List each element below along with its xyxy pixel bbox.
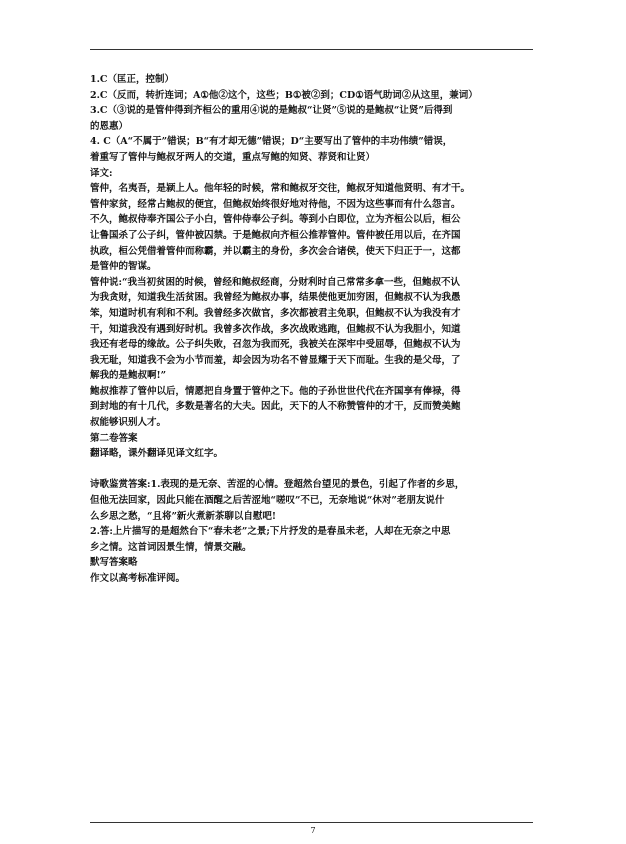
translation-line: 为我贪财，知道我生活贫困。我曾经为鲍叔办事，结果使他更加穷困，但鲍叔不认为我愚 [90, 292, 461, 304]
translation-line: 是管仲的智谋。 [90, 261, 157, 273]
poetry-line: 但他无法回家，因此只能在酒醒之后苦涩地“嗟叹”不已，无奈地说“休对”老朋友说什 [90, 495, 445, 507]
translation-line: 管仲，名夷吾，是颍上人。他年轻的时候，常和鲍叔牙交往，鲍叔牙知道他贤明、有才干。 [90, 183, 471, 195]
page-number: 7 [310, 826, 316, 835]
translation-line: 让鲁国杀了公子纠，管仲被囚禁。于是鲍叔向齐桓公推荐管仲。管仲被任用以后，在齐国 [90, 229, 461, 241]
translation-line: 管仲说:“我当初贫困的时候，曾经和鲍叔经商，分财利时自己常常多拿一些，但鲍叔不认 [90, 276, 460, 288]
translation-line: 鲍叔推荐了管仲以后，情愿把自身置于管仲之下。他的子孙世世代代在齐国享有俸禄，得 [90, 385, 461, 397]
translation-heading: 译文: [90, 167, 113, 179]
answer-line: 2.C（反而，转折连词；A①他②这个，这些；B①被②到；CD①语气助词②从这里，兼词） [90, 89, 478, 101]
dictation-line: 默写答案略 [90, 557, 138, 569]
header-rule [90, 49, 533, 50]
answer-line: 4. C（A“不属于”错误；B“有才却无德”错误；D“主要写出了管仲的丰功伟绩”错误， [90, 136, 453, 148]
spacer [90, 462, 533, 478]
translation-line: 到封地的有十几代，多数是著名的大夫。因此，天下的人不称赞管仲的才干，反而赞美鲍 [90, 401, 461, 413]
translation-line: 干，知道我没有遇到好时机。我曾多次作战，多次战败逃跑，但鲍叔不认为我胆小，知道 [90, 323, 461, 335]
answer-line: 3.C（③说的是管仲得到齐桓公的重用④说的是鲍叔“让贤”⑤说的是鲍叔“让贤”后得到 [90, 105, 453, 117]
poetry-line: 2.答:上片描写的是超然台下“春未老”之景;下片抒发的是春虽未老，人却在无奈之中思 [90, 526, 451, 538]
translation-line: 笨，知道时机有利和不利。我曾经多次做官，多次都被君主免职，但鲍叔不认为我没有才 [90, 307, 461, 319]
translation-line: 我无耻，知道我不会为小节而羞，却会因为功名不曾显耀于天下而耻。生我的是父母，了 [90, 354, 461, 366]
essay-line: 作文以高考标准评阅。 [90, 573, 186, 584]
volume2-note: 翻译略，课外翻译见译文红字。 [90, 448, 224, 460]
answer-line: 着重写了管仲与鲍叔牙两人的交道，重点写鲍的知贤、荐贤和让贤） [90, 151, 376, 163]
translation-line: 解我的是鲍叔啊!” [90, 370, 167, 382]
volume2-heading: 第二卷答案 [90, 432, 138, 444]
translation-line: 我还有老母的缘故。公子纠失败，召忽为我而死，我被关在深牢中受屈辱，但鲍叔不认为 [90, 339, 461, 351]
translation-line: 执政，桓公凭借着管仲而称霸，并以霸主的身份，多次会合诸侯，使天下归正于一，这都 [90, 245, 461, 257]
translation-line: 管仲家贫，经常占鲍叔的便宜，但鲍叔始终很好地对待他，不因为这些事而有什么怨言。 [90, 198, 461, 210]
answer-key-content [90, 72, 533, 587]
translation-line: 叔能够识别人才。 [90, 417, 167, 429]
poetry-line: 么乡思之愁，“且将”新火煮新茶聊以自慰吧! [90, 510, 277, 522]
poetry-line: 诗歌鉴赏答案:1.表现的是无奈、苦涩的心情。登超然台望见的景色，引起了作者的乡思， [90, 479, 465, 491]
poetry-line: 乡之情。这首词因景生情，情景交融。 [90, 541, 252, 553]
translation-line: 不久，鲍叔侍奉齐国公子小白，管仲侍奉公子纠。等到小白即位，立为齐桓公以后，桓公 [90, 214, 461, 226]
answer-line: 的恩惠） [90, 120, 129, 132]
footer-rule [90, 822, 533, 823]
answer-line: 1.C（匡正，控制） [90, 74, 174, 85]
